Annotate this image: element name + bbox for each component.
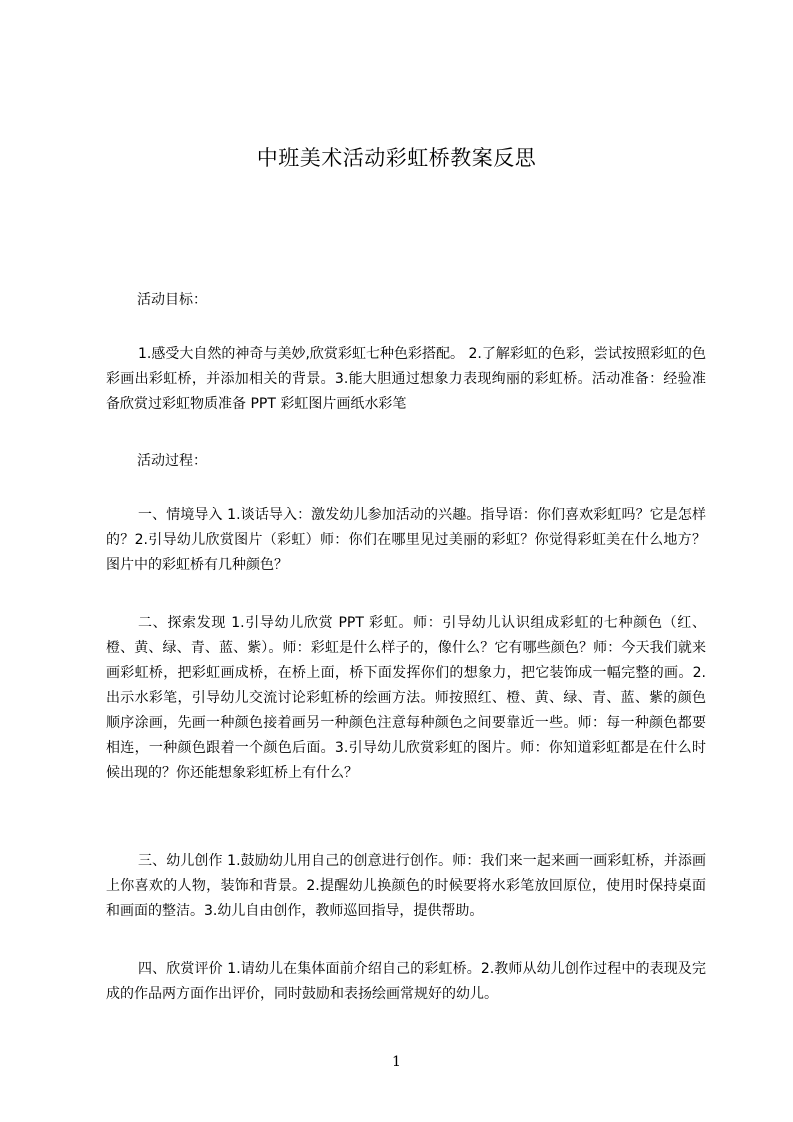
process-paragraph-3: 三、幼儿创作 1.鼓励幼儿用自己的创意进行创作。师：我们来一起来画一画彩虹桥，并添画上你喜欢的人物，装饰和背景。2.提醒幼儿换颜色的时候要将水彩笔放回原位，使用时保持桌面和画面的整洁。3.幼儿自由创作，教师巡回指导，提供帮助。: [106, 853, 706, 919]
page-number: 1: [392, 1054, 401, 1070]
process-paragraph-2: 二、探索发现 1.引导幼儿欣赏 PPT 彩虹。师：引导幼儿认识组成彩虹的七种颜色（红、橙、黄、绿、青、蓝、紫）。师：彩虹是什么样子的，像什么？它有哪些颜色？师：今天我们就来画彩虹桥，把彩虹画成桥，在桥上面，桥下面发挥你们的想象力，把它装饰成一幅完整的画。2.出示水彩笔，引导幼儿交流讨论彩虹桥的绘画方法。师按照红、橙、黄、绿、青、蓝、紫的颜色顺序涂画，先画一种颜色接着画另一种颜色注意每种颜色之间要靠近一些。师：每一种颜色都要相连，一种颜色跟着一个颜色后面。3.引导幼儿欣赏彩虹的图片。师：你知道彩虹都是在什么时候出现的？你还能想象彩虹桥上有什么？: [106, 615, 706, 781]
goals-label: 活动目标：: [137, 292, 207, 308]
goals-paragraph: 1.感受大自然的神奇与美妙,欣赏彩虹七种色彩搭配。 2.了解彩虹的色彩，尝试按照彩虹的色彩画出彩虹桥，并添加相关的背景。3.能大胆通过想象力表现绚丽的彩虹桥。活动准备：经验准备欣赏过彩虹物质准备 PPT 彩虹图片画纸水彩笔: [106, 346, 706, 412]
process-paragraph-1: 一、情境导入 1.谈话导入：激发幼儿参加活动的兴趣。指导语：你们喜欢彩虹吗？它是怎样的？2.引导幼儿欣赏图片（彩虹）师：你们在哪里见过美丽的彩虹？你觉得彩虹美在什么地方？图片中的彩虹桥有几种颜色？: [106, 507, 706, 573]
document-title: 中班美术活动彩虹桥教案反思: [256, 146, 537, 170]
process-label: 活动过程：: [137, 453, 207, 469]
process-paragraph-4: 四、欣赏评价 1.请幼儿在集体面前介绍自己的彩虹桥。2.教师从幼儿创作过程中的表现及完成的作品两方面作出评价，同时鼓励和表扬绘画常规好的幼儿。: [106, 961, 706, 1002]
